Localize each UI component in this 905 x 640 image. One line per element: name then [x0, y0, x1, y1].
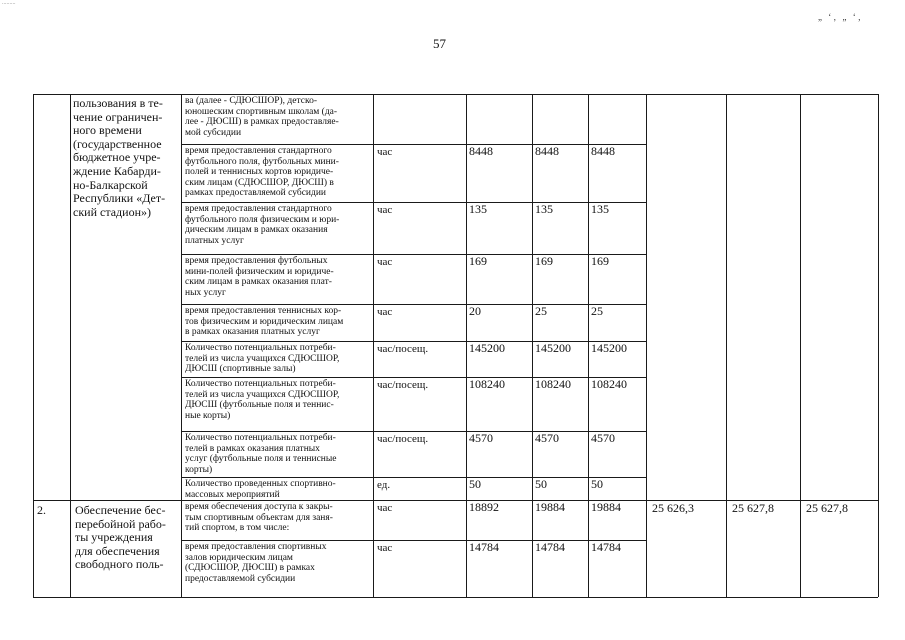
value-year3: 19884: [591, 500, 621, 514]
section2-description-line: свободного поль-: [75, 557, 164, 572]
table-top-rule: [33, 94, 878, 95]
table-bottom-rule: [33, 597, 878, 598]
column-rule: [70, 94, 71, 597]
value-year3: 8448: [591, 144, 615, 158]
indicator-cell-line: Количество потенциальных потреби-: [185, 379, 336, 389]
indicator-cell-line: тов физическим и юридическим лицам: [185, 316, 344, 327]
indicator-cell-line: время обеспечения доступа к закры-: [185, 502, 333, 512]
row-rule: [181, 304, 646, 305]
value-year3: 4570: [591, 431, 615, 445]
column-rule: [373, 94, 374, 597]
indicator-cell-line: ДЮСШ (футбольные поля и теннис-: [185, 400, 334, 410]
value-year3: 14784: [591, 540, 621, 554]
indicator-cell: [185, 542, 371, 584]
indicator-cell-line: полей и теннисных кортов юридиче-: [185, 167, 334, 177]
unit-cell: час: [377, 256, 393, 268]
indicator-cell-line: ные корты): [185, 410, 231, 421]
indicator-cell-line: лее - ДЮСШ) в рамках предоставляе-: [185, 117, 339, 127]
indicator-cell-line: тым спортивным объектам для заня-: [185, 512, 333, 523]
section2-description: [75, 504, 178, 572]
row-rule: [181, 341, 646, 342]
indicator-cell-line: (СДЮСШОР, ДЮСШ) в рамках: [185, 563, 315, 573]
section1-description-line: ного времени: [73, 123, 142, 138]
indicator-cell-line: футбольного поля, футбольных мини-: [185, 156, 339, 167]
indicator-cell-line: корты): [185, 464, 213, 475]
section2-description-line: перебойной рабо-: [75, 516, 166, 531]
indicator-cell: [185, 146, 371, 199]
finance-value: 25 627,8: [806, 501, 848, 515]
value-year1: 135: [469, 202, 487, 216]
indicator-cell-line: массовых мероприятий: [185, 489, 280, 500]
value-year1: 4570: [469, 431, 493, 445]
value-year3: 135: [591, 202, 609, 216]
section2-number: 2.: [37, 503, 46, 517]
indicator-cell-line: услуг (футбольные поля и теннисные: [185, 454, 337, 464]
indicator-cell-line: телей в рамках оказания платных: [185, 443, 320, 454]
value-year1: 18892: [469, 500, 499, 514]
unit-cell: час: [377, 204, 393, 216]
row-rule: [181, 477, 646, 478]
section1-description-line: (государственное: [73, 136, 162, 151]
column-rule: [532, 94, 533, 597]
value-year3: 145200: [591, 341, 627, 355]
section1-description-line: ский стадион»): [73, 204, 151, 219]
section1-description-line: ждение Кабарди-: [73, 163, 161, 178]
column-rule: [800, 94, 801, 597]
indicator-cell-line: предоставляемой субсидии: [185, 573, 296, 584]
indicator-cell-line: время предоставления теннисных кор-: [185, 306, 342, 316]
indicator-cell: [185, 379, 371, 421]
value-year2: 14784: [535, 540, 565, 554]
section2-description-line: ты учреждения: [75, 530, 153, 545]
page-number: 57: [433, 36, 446, 51]
section1-description-line: пользования в те-: [73, 96, 163, 110]
value-year2: 25: [535, 304, 547, 318]
indicator-cell-line: время предоставления стандартного: [185, 146, 332, 156]
indicator-cell-line: ским лицам в рамках оказания плат-: [185, 277, 332, 287]
indicator-cell-line: Количество потенциальных потреби-: [185, 433, 336, 443]
section1-description-line: чение ограничен-: [73, 109, 163, 124]
indicator-cell-line: рамках предоставляемой субсидии: [185, 188, 326, 198]
value-year2: 169: [535, 254, 553, 268]
value-year3: 169: [591, 254, 609, 268]
scan-artifact: .........: [2, 0, 16, 6]
finance-value: 25 627,8: [732, 501, 774, 515]
value-year2: 108240: [535, 377, 571, 391]
value-year2: 19884: [535, 500, 565, 514]
row-rule: [181, 377, 646, 378]
column-rule: [181, 94, 182, 597]
indicator-cell-line: Количество потенциальных потреби-: [185, 343, 336, 353]
indicator-cell-line: время предоставления футбольных: [185, 256, 328, 266]
column-rule: [878, 94, 879, 597]
indicator-cell-line: мини-полей физическим и юридиче-: [185, 266, 334, 277]
value-year2: 135: [535, 202, 553, 216]
section1-description: [73, 97, 178, 219]
column-rule: [33, 94, 34, 597]
indicator-cell-line: ДЮСШ (спортивные залы): [185, 364, 296, 374]
row-rule: [181, 144, 646, 145]
value-year2: 145200: [535, 341, 571, 355]
indicator-cell: [185, 256, 371, 298]
indicator-cell: [185, 433, 371, 475]
indicator-cell-line: ных услуг: [185, 287, 226, 298]
unit-cell: час/посещ.: [377, 433, 429, 445]
indicator-cell: [185, 204, 371, 246]
indicator-cell-line: в рамках оказания платных услуг: [185, 327, 320, 337]
scan-marks: „ ‘‚ „ ‘‚: [818, 12, 863, 22]
value-year2: 8448: [535, 144, 559, 158]
unit-cell: ед.: [377, 479, 391, 491]
indicator-cell-line: дическим лицам в рамках оказания: [185, 225, 328, 235]
value-year1: 145200: [469, 341, 505, 355]
value-year3: 50: [591, 477, 603, 491]
unit-cell: час: [377, 542, 393, 554]
value-year3: 108240: [591, 377, 627, 391]
finance-value: 25 626,3: [652, 501, 694, 515]
value-year1: 8448: [469, 144, 493, 158]
indicator-cell-line: время предоставления стандартного: [185, 204, 332, 214]
section1-description-line: Республики «Дет-: [73, 191, 166, 206]
row-rule: [181, 202, 646, 203]
unit-cell: час: [377, 146, 393, 158]
indicator-cell-line: футбольного поля физическим и юри-: [185, 214, 340, 225]
indicator-cell-line: Количество проведенных спортивно-: [185, 479, 336, 489]
indicator-cell-line: время предоставления спортивных: [185, 542, 327, 552]
section1-description-line: бюджетное учре-: [73, 150, 161, 165]
column-rule: [726, 94, 727, 597]
value-year2: 50: [535, 477, 547, 491]
indicator-cell-line: ским лицам (СДЮСШОР, ДЮСШ) в: [185, 177, 334, 188]
indicator-cell-line: юношеским спортивным школам (да-: [185, 106, 338, 117]
indicator-cell: [185, 502, 371, 534]
indicator-cell: [185, 479, 371, 500]
value-year1: 20: [469, 304, 481, 318]
value-year3: 25: [591, 304, 603, 318]
indicator-cell-line: ва (далее - СДЮСШОР), детско-: [185, 96, 318, 106]
column-rule: [588, 94, 589, 597]
indicator-cell: [185, 96, 371, 138]
unit-cell: час/посещ.: [377, 379, 429, 391]
row-rule: [181, 254, 646, 255]
section2-description-line: для обеспечения: [75, 543, 160, 558]
indicator-cell-line: телей из числа учащихся СДЮСШОР,: [185, 389, 340, 400]
value-year1: 169: [469, 254, 487, 268]
indicator-cell-line: мой субсидии: [185, 127, 242, 138]
indicator-cell-line: телей из числа учащихся СДЮСШОР,: [185, 353, 340, 364]
indicator-cell-line: залов юридическим лицам: [185, 552, 293, 563]
unit-cell: час: [377, 502, 393, 514]
indicator-cell: [185, 343, 371, 375]
indicator-cell: [185, 306, 371, 338]
section1-description-line: но-Балкарской: [73, 177, 148, 192]
indicator-cell-line: тий спортом, в том числе:: [185, 523, 290, 533]
value-year1: 50: [469, 477, 481, 491]
column-rule: [466, 94, 467, 597]
row-rule: [181, 540, 646, 541]
unit-cell: час/посещ.: [377, 343, 429, 355]
section2-description-line: Обеспечение бес-: [75, 503, 166, 517]
column-rule: [646, 94, 647, 597]
indicator-cell-line: платных услуг: [185, 235, 244, 246]
row-rule: [181, 431, 646, 432]
value-year1: 14784: [469, 540, 499, 554]
value-year2: 4570: [535, 431, 559, 445]
unit-cell: час: [377, 306, 393, 318]
value-year1: 108240: [469, 377, 505, 391]
